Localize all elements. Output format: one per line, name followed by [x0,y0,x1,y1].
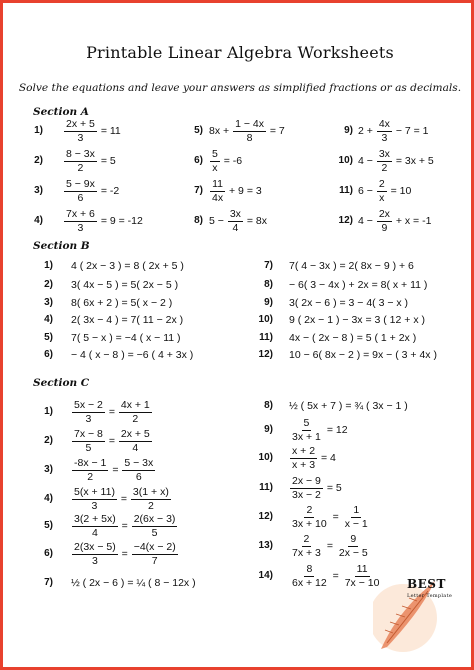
denominator: 6x + 12 [292,576,327,589]
problem-equation [289,280,427,291]
fraction [72,542,118,566]
section-a-heading: Section A [33,106,89,118]
fraction [228,209,243,233]
problem-number: 3) [44,464,53,475]
denominator: 3x − 2 [292,488,321,501]
numerator: 1 [353,504,360,516]
equation-text: 2 + [358,124,376,137]
problem-equation [71,514,178,538]
numerator: 4x + 1 [120,399,150,411]
problem-number: 4) [44,314,53,325]
problem-number: 6) [44,349,53,360]
problem-equation [209,179,262,203]
equation-text: 4 − [358,214,376,227]
denominator: 8 [246,131,253,144]
problem-number: 11) [259,332,273,343]
numerator: 3(1 + x) [132,486,169,498]
problem-equation [289,315,425,326]
denominator: 5 [151,526,158,539]
denominator: 3 [91,554,98,567]
section-b-heading: Section B [33,240,90,252]
denominator: 3x + 10 [292,517,327,530]
fraction [72,400,105,424]
problem-equation [289,333,416,344]
equation-text: = 11 [97,124,121,137]
fraction [337,534,370,558]
problem-equation [71,261,184,272]
problem-number: 4) [34,215,43,226]
fraction [72,487,117,511]
problem-number: 1) [34,125,43,136]
numerator: 11 [356,563,368,575]
denominator: 2 [147,499,154,512]
numerator: 9 [350,533,357,545]
fraction [210,149,220,173]
problem-equation [71,487,172,511]
denominator: 9 [381,221,388,234]
problem-equation [358,119,429,143]
equation-text: ½ ( 2x − 6 ) = ¼ ( 8 − 12x ) [71,576,196,589]
numerator: 2 [306,504,313,516]
equation-text: = 3x + 5 [392,154,434,167]
equation-text: 6 − [358,184,376,197]
fraction [119,400,152,424]
problem-number: 10) [258,314,273,325]
numerator: 5x − 2 [74,399,103,411]
equation-text: 10 − 6( 8x − 2 ) = 9x − ( 3 + 4x ) [289,348,437,361]
best-letter-template-logo [373,563,463,653]
fraction [290,564,329,588]
numerator: 2x + 5 [66,118,95,130]
numerator: 7x − 8 [74,428,103,440]
equation-text: = [117,492,130,505]
fraction [72,458,108,482]
problem-number: 11) [259,482,273,493]
problem-equation [358,209,431,233]
denominator: 2 [381,161,388,174]
fraction [290,418,323,442]
problem-number: 6) [194,155,203,166]
problem-equation [289,418,348,442]
denominator: 3 [77,131,84,144]
denominator: 3x + 1 [292,430,321,443]
fraction [210,179,225,203]
equation-text: 8( 6x + 2 ) = 5( x − 2 ) [71,296,173,309]
equation-text: 2( 3x − 4 ) = 7( 11 − 2x ) [71,313,184,326]
problem-equation [209,149,242,173]
numerator: 5 − 3x [124,457,154,469]
equation-text: 7( 5 − x ) = −4 ( x − 11 ) [71,331,181,344]
fraction [131,487,171,511]
problem-equation [358,149,434,173]
problem-equation [71,578,196,589]
fraction [64,149,97,173]
problem-equation [289,261,414,272]
problem-number: 13) [258,540,273,551]
problem-number: 1) [44,260,53,271]
numerator: 2 [303,533,310,545]
logo-subtitle: Letter Template [407,593,453,599]
problem-number: 11) [339,185,353,196]
equation-text: = [105,405,118,418]
problem-number: 8) [264,400,273,411]
problem-equation [71,280,178,291]
fraction [377,119,392,143]
denominator: 3 [85,412,92,425]
equation-text: = 8x [243,214,267,227]
problem-number: 12) [338,215,353,226]
equation-text: = 5 [323,481,342,494]
problem-number: 2) [44,279,53,290]
fraction [290,476,323,500]
denominator: 2 [77,161,84,174]
problem-number: 12) [258,511,273,522]
problem-equation [289,505,371,529]
problem-number: 6) [44,548,53,559]
numerator: 3(2 + 5x) [74,513,116,525]
numerator: 2 [378,178,385,190]
equation-text: = -6 [220,154,243,167]
problem-equation [289,564,382,588]
problem-number: 5) [44,520,53,531]
numerator: −4(x − 2) [133,541,176,553]
denominator: 4 [232,221,239,234]
equation-text: 5 − [209,214,227,227]
problem-number: 9) [344,125,353,136]
problem-equation [71,298,172,309]
equation-text: − 4 ( x − 8 ) = −6 ( 4 + 3x ) [71,348,194,361]
fraction [72,429,105,453]
numerator: 5(x + 11) [74,486,115,498]
fraction [377,209,392,233]
problem-equation [71,333,181,344]
problem-number: 3) [34,185,43,196]
problem-equation [209,119,285,143]
problem-number: 5) [194,125,203,136]
denominator: 3 [91,499,98,512]
problem-equation [289,298,408,309]
problem-equation [289,476,342,500]
equation-text: 7( 4 − 3x ) = 2( 8x − 9 ) + 6 [289,259,414,272]
numerator: 2x + 5 [120,428,150,440]
problem-equation [71,350,193,361]
problem-equation [63,209,143,233]
denominator: 6 [77,191,84,204]
equation-text: = 12 [323,423,348,436]
denominator: 7 [151,554,158,567]
problem-equation [71,315,183,326]
problem-number: 7) [44,577,53,588]
fraction [122,458,155,482]
problem-equation [63,179,119,203]
numerator: -8x − 1 [74,457,107,469]
numerator: 8 − 3x [66,148,95,160]
problem-number: 9) [264,424,273,435]
numerator: 11 [212,178,223,190]
numerator: 3x [378,148,390,160]
fraction [132,542,178,566]
problem-number: 7) [194,185,203,196]
problem-equation [71,542,179,566]
fraction [72,514,118,538]
problem-number: 3) [44,297,53,308]
logo-title: BEST [407,577,446,591]
equation-text: = [329,569,342,582]
fraction [132,514,178,538]
fraction [377,179,387,203]
denominator: x + 3 [292,458,316,471]
problem-number: 8) [194,215,203,226]
problem-equation [289,534,371,558]
equation-text: − 7 = 1 [392,124,429,137]
section-c-heading: Section C [33,377,90,389]
problem-equation [209,209,267,233]
denominator: x [212,161,218,174]
denominator: 2 [132,412,139,425]
equation-text: = 4 [318,451,336,464]
problem-equation [289,401,408,412]
numerator: 5 [303,417,310,429]
fraction [64,179,97,203]
denominator: 6 [135,470,142,483]
equation-text: + x = -1 [392,214,432,227]
denominator: 2 [87,470,94,483]
problem-number: 14) [258,570,273,581]
problem-number: 12) [258,349,273,360]
numerator: 1 − 4x [235,118,264,130]
denominator: 3 [381,131,388,144]
numerator: 4x [378,118,390,130]
equation-text: 4x − ( 2x − 8 ) = 5 ( 1 + 2x ) [289,331,417,344]
equation-text: = [323,539,336,552]
problem-number: 9) [264,297,273,308]
numerator: 5 [212,148,218,160]
problem-number: 1) [44,406,53,417]
denominator: 4 [132,441,139,454]
equation-text: = 7 [266,124,285,137]
equation-text: 4 − [358,154,376,167]
equation-text: = [118,547,131,560]
equation-text: 3( 4x − 5 ) = 5( 2x − 5 ) [71,278,179,291]
numerator: 2x [378,208,390,220]
equation-text: = -2 [97,184,120,197]
equation-text: + 9 = 3 [226,184,262,197]
numerator: 2(3x − 5) [74,541,116,553]
numerator: 5 − 9x [66,178,95,190]
equation-text: = [329,510,342,523]
problem-number: 5) [44,332,53,343]
numerator: 2x − 9 [292,475,321,487]
fraction [343,505,370,529]
denominator: 7x + 3 [292,546,321,559]
equation-text: 4 ( 2x − 3 ) = 8 ( 2x + 5 ) [71,259,184,272]
problem-number: 10) [258,452,273,463]
problem-equation [289,446,336,470]
fraction [119,429,152,453]
fraction [290,505,329,529]
problem-number: 2) [34,155,43,166]
denominator: 5 [85,441,92,454]
instructions: Solve the equations and leave your answers as simplified fractions or as decimals. [18,82,462,94]
problem-number: 8) [264,279,273,290]
numerator: 7x + 6 [66,208,95,220]
equation-text: = 9 = -12 [97,214,143,227]
equation-text: = 5 [97,154,116,167]
numerator: 2(6x − 3) [133,513,176,525]
problem-equation [71,400,153,424]
problem-equation [358,179,411,203]
equation-text: 9 ( 2x − 1 ) − 3x = 3 ( 12 + x ) [289,313,425,326]
fraction [377,149,392,173]
denominator: 3 [77,221,84,234]
equation-text: 8x + [209,124,233,137]
equation-text: = 10 [387,184,412,197]
equation-text: = [105,434,118,447]
problem-number: 10) [338,155,353,166]
denominator: x − 1 [344,517,368,530]
problem-number: 4) [44,493,53,504]
page-title: Printable Linear Algebra Worksheets [86,43,394,62]
equation-text: − 6( 3 − 4x ) + 2x = 8( x + 11 ) [289,278,428,291]
denominator: 4 [91,526,98,539]
problem-number: 7) [264,260,273,271]
numerator: 8 [306,563,313,575]
fraction [233,119,266,143]
problem-number: 2) [44,435,53,446]
problem-equation [289,350,437,361]
fraction [290,534,323,558]
denominator: 4x [212,191,224,204]
fraction [64,119,97,143]
equation-text: = [118,519,131,532]
numerator: x + 2 [292,445,316,457]
denominator: 2x − 5 [338,546,368,559]
equation-text: = [109,463,122,476]
equation-text: ½ ( 5x + 7 ) = ¾ ( 3x − 1 ) [289,399,408,412]
denominator: 7x − 10 [344,576,380,589]
fraction [290,446,317,470]
problem-equation [71,458,156,482]
fraction [64,209,97,233]
problem-equation [71,429,153,453]
problem-equation [63,119,121,143]
equation-text: 3( 2x − 6 ) = 3 − 4( 3 − x ) [289,296,409,309]
numerator: 3x [229,208,241,220]
denominator: x [379,191,385,204]
problem-equation [63,149,116,173]
